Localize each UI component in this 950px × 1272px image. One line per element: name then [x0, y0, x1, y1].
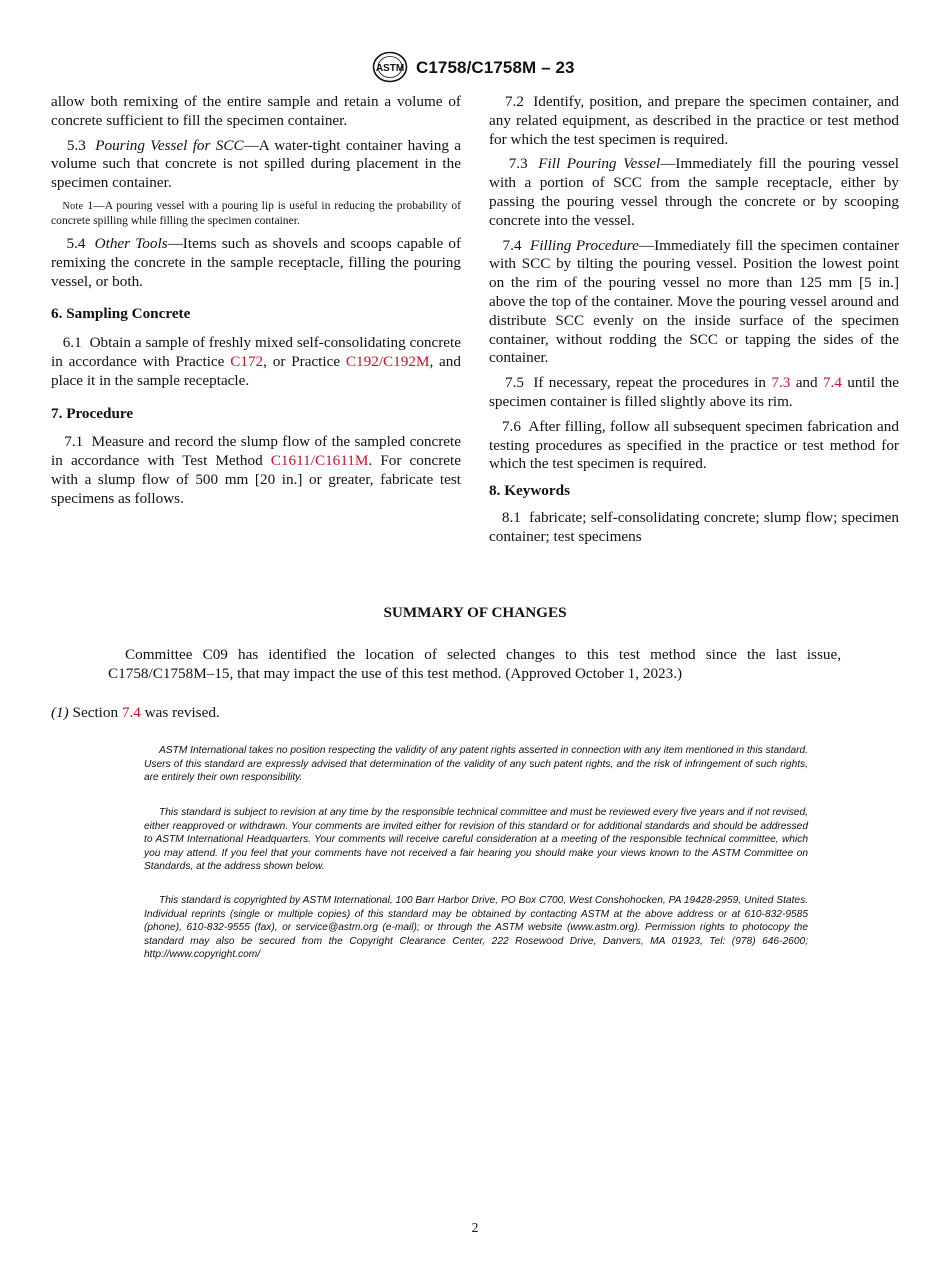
- section-5-4: 5.4 Other Tools—Items such as shovels and scoops capable of remixing the concrete in the sample receptacle, filling the pouring vessel, or both.: [51, 234, 462, 290]
- link-c192[interactable]: C192/C192M: [345, 352, 430, 370]
- astm-logo-icon: [372, 51, 408, 83]
- summary-body: Committee C09 has identified the location of selected changes to this test method since the last issue, C1758/C1758M–15, that may impact the use of this test method. (Approved October 1, 2023.): [108, 646, 841, 682]
- section-8-heading: 8. Keywords: [489, 482, 570, 500]
- link-7-3[interactable]: 7.3: [771, 374, 791, 392]
- page-number: 2: [471, 1220, 479, 1235]
- link-c172[interactable]: C172: [230, 352, 264, 370]
- page-header: [0, 50, 950, 84]
- section-7-2: 7.2 Identify, position, and prepare the specimen container, and any related equipment, as described in the practice or test method for which the test specimen is required.: [489, 93, 900, 148]
- legal-patent-notice: ASTM International takes no position respecting the validity of any patent rights asserted in connection with any item mentioned in this standard. Users of this standard are expressly advised that determination of the validity of any such patent rights, and the risk of infringement of such rights, are entirely their own responsibility.: [144, 745, 808, 783]
- legal-copyright-notice: This standard is copyrighted by ASTM International, 100 Barr Harbor Drive, PO Box C700, West Conshohocken, PA 19428-2959, United States. Individual reprints (single or multiple copies) of this standard may be obtained by contacting ASTM at the above address or at 610-832-9585 (phone), 610-832-9555 (fax), or service@astm.org (e-mail); or through the ASTM website (www.astm.org). Permission rights to photocopy the standard may also be secured from the Copyright Clearance Center, 222 Rosewood Drive, Danvers, MA 01923, Tel: (978) 646-2600; http://www.copyright.com/: [144, 895, 808, 960]
- section-6-heading: 6. Sampling Concrete: [51, 305, 191, 323]
- section-7-5: 7.5 If necessary, repeat the procedures in 7.3 and 7.4 until the specimen container is filled slightly above its rim.: [489, 374, 900, 410]
- note-1: Note 1—A pouring vessel with a pouring lip is useful in reducing the probability of concrete spilling while filling the specimen container.: [51, 198, 461, 228]
- legal-revision-notice: This standard is subject to revision at any time by the responsible technical committee and must be reviewed every five years and if not revised, either reapproved or withdrawn. Your comments are invited either for revision of this standard or for additional standards and should be addressed to ASTM International Headquarters. Your comments will receive careful consideration at a meeting of the responsible technical committee, which you may attend. If you feel that your comments have not received a fair hearing you should make your views known to the ASTM Committee on Standards, at the address shown below.: [144, 807, 808, 872]
- svg-text:ASTM: ASTM: [375, 63, 405, 74]
- continued-paragraph: allow both remixing of the entire sample and retain a volume of concrete sufficient to fill the specimen container.: [51, 93, 461, 129]
- document-designation: C1758/C1758M – 23: [416, 58, 575, 77]
- section-7-heading: 7. Procedure: [51, 404, 134, 422]
- section-8-1: 8.1 fabricate; self-consolidating concrete; slump flow; specimen container; test specimens: [489, 508, 899, 545]
- right-column: [489, 93, 899, 553]
- left-column: [51, 93, 461, 515]
- link-c1611[interactable]: C1611/C1611M: [270, 452, 369, 470]
- link-summary-7-4[interactable]: 7.4: [121, 704, 141, 721]
- section-7-6: 7.6 After filling, follow all subsequent specimen fabrication and testing procedures as specified in the practice or test method for which the test specimen is required.: [489, 417, 899, 473]
- section-5-3: 5.3 Pouring Vessel for SCC—A water-tight container having a volume such that concrete is not spilled during placement in the specimen container.: [51, 136, 461, 192]
- link-7-4[interactable]: 7.4: [822, 374, 842, 392]
- summary-item: (1) Section 7.4 was revised.: [51, 704, 220, 721]
- section-7-4: 7.4 Filling Procedure—Immediately fill the specimen container with SCC by tilting the pouring vessel. Position the lowest point on the rim of the pouring vessel no more than 125 mm [5 in.] above the top of the container. Move the pouring vessel around and distribute SCC evenly on the inside surface of the specimen container, without rodding the SCC or tapping the sides of the container.: [489, 236, 900, 367]
- summary-title: SUMMARY OF CHANGES: [383, 604, 567, 621]
- section-7-3: 7.3 Fill Pouring Vessel—Immediately fill the pouring vessel with a portion of SCC from the sample receptacle, either by passing the pouring vessel through the concrete or by scooping concrete into the vessel.: [489, 155, 899, 229]
- section-7-1: 7.1 Measure and record the slump flow of the sampled concrete in accordance with Test Method C1611/C1611M. For concrete with a slump flow of 500 mm [20 in.] or greater, fabricate test specimens as follows.: [51, 433, 462, 507]
- section-6-1: 6.1 Obtain a sample of freshly mixed self-consolidating concrete in accordance with Practice C172, or Practice C192/C192M, and place it in the sample receptacle.: [51, 334, 462, 389]
